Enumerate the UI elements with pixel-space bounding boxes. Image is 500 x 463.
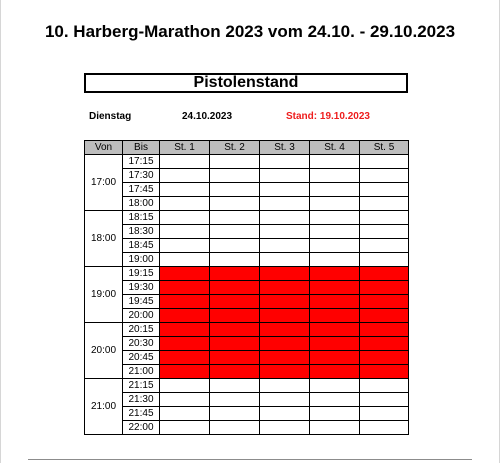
slot-stand-2[interactable] (210, 337, 260, 351)
slot-stand-3[interactable] (260, 337, 310, 351)
slot-stand-2[interactable] (210, 183, 260, 197)
table-row (85, 351, 409, 365)
slot-stand-1[interactable] (160, 169, 210, 183)
slot-stand-3[interactable] (260, 155, 310, 169)
slot-stand-2[interactable] (210, 239, 260, 253)
bis-time: 20:30 (123, 337, 160, 351)
bis-time: 17:15 (123, 155, 160, 169)
slot-stand-2[interactable] (210, 379, 260, 393)
slot-stand-1[interactable] (160, 379, 210, 393)
table-row (85, 169, 409, 183)
slot-stand-1[interactable] (160, 225, 210, 239)
table-row (85, 155, 409, 169)
table-row (85, 197, 409, 211)
table-row (85, 323, 409, 337)
slot-stand-5[interactable] (360, 211, 409, 225)
slot-stand-4[interactable] (310, 309, 360, 323)
bis-time: 20:00 (123, 309, 160, 323)
slot-stand-5[interactable] (360, 365, 409, 379)
schedule-table (84, 140, 409, 435)
slot-stand-5[interactable] (360, 239, 409, 253)
slot-stand-2[interactable] (210, 211, 260, 225)
slot-stand-1[interactable] (160, 211, 210, 225)
header-stand-5: St. 5 (360, 141, 409, 155)
slot-stand-4[interactable] (310, 281, 360, 295)
header-von: Von (85, 141, 123, 155)
schedule-body (85, 155, 409, 435)
slot-stand-1[interactable] (160, 323, 210, 337)
slot-stand-5[interactable] (360, 393, 409, 407)
slot-stand-5[interactable] (360, 337, 409, 351)
slot-stand-3[interactable] (260, 295, 310, 309)
bis-time: 21:30 (123, 393, 160, 407)
slot-stand-3[interactable] (260, 225, 310, 239)
slot-stand-1[interactable] (160, 183, 210, 197)
table-row (85, 281, 409, 295)
header-bis: Bis (123, 141, 160, 155)
slot-stand-4[interactable] (310, 169, 360, 183)
section-title-box: Pistolenstand (84, 73, 408, 93)
slot-stand-3[interactable] (260, 211, 310, 225)
slot-stand-2[interactable] (210, 351, 260, 365)
slot-stand-5[interactable] (360, 379, 409, 393)
slot-stand-5[interactable] (360, 421, 409, 435)
slot-stand-3[interactable] (260, 309, 310, 323)
table-header-row (85, 141, 409, 155)
slot-stand-5[interactable] (360, 351, 409, 365)
slot-stand-2[interactable] (210, 155, 260, 169)
slot-stand-4[interactable] (310, 183, 360, 197)
bis-time: 21:45 (123, 407, 160, 421)
table-row (85, 393, 409, 407)
slot-stand-1[interactable] (160, 239, 210, 253)
bis-time: 22:00 (123, 421, 160, 435)
slot-stand-1[interactable] (160, 421, 210, 435)
bis-time: 19:30 (123, 281, 160, 295)
slot-stand-3[interactable] (260, 267, 310, 281)
von-time: 21:00 (85, 379, 123, 435)
header-stand-2: St. 2 (210, 141, 260, 155)
von-time: 19:00 (85, 267, 123, 323)
slot-stand-4[interactable] (310, 211, 360, 225)
slot-stand-4[interactable] (310, 225, 360, 239)
slot-stand-5[interactable] (360, 295, 409, 309)
slot-stand-3[interactable] (260, 281, 310, 295)
slot-stand-2[interactable] (210, 393, 260, 407)
slot-stand-3[interactable] (260, 351, 310, 365)
slot-stand-1[interactable] (160, 337, 210, 351)
slot-stand-2[interactable] (210, 169, 260, 183)
bis-time: 19:45 (123, 295, 160, 309)
bis-time: 18:15 (123, 211, 160, 225)
table-row (85, 365, 409, 379)
slot-stand-5[interactable] (360, 407, 409, 421)
slot-stand-5[interactable] (360, 183, 409, 197)
slot-stand-2[interactable] (210, 365, 260, 379)
header-stand-3: St. 3 (260, 141, 310, 155)
table-row (85, 239, 409, 253)
table-row (85, 407, 409, 421)
bis-time: 19:15 (123, 267, 160, 281)
slot-stand-1[interactable] (160, 267, 210, 281)
slot-stand-1[interactable] (160, 393, 210, 407)
bis-time: 20:15 (123, 323, 160, 337)
slot-stand-4[interactable] (310, 253, 360, 267)
slot-stand-2[interactable] (210, 281, 260, 295)
slot-stand-1[interactable] (160, 407, 210, 421)
slot-stand-3[interactable] (260, 323, 310, 337)
slot-stand-3[interactable] (260, 197, 310, 211)
table-row (85, 253, 409, 267)
slot-stand-4[interactable] (310, 421, 360, 435)
slot-stand-1[interactable] (160, 197, 210, 211)
slot-stand-3[interactable] (260, 239, 310, 253)
table-row (85, 183, 409, 197)
header-stand-4: St. 4 (310, 141, 360, 155)
slot-stand-2[interactable] (210, 225, 260, 239)
slot-stand-4[interactable] (310, 267, 360, 281)
slot-stand-1[interactable] (160, 309, 210, 323)
slot-stand-3[interactable] (260, 365, 310, 379)
header-stand-1: St. 1 (160, 141, 210, 155)
slot-stand-4[interactable] (310, 295, 360, 309)
slot-stand-3[interactable] (260, 407, 310, 421)
table-row (85, 225, 409, 239)
bis-time: 17:30 (123, 169, 160, 183)
weekday-label: Dienstag (89, 111, 132, 122)
slot-stand-1[interactable] (160, 365, 210, 379)
slot-stand-4[interactable] (310, 393, 360, 407)
table-row (85, 211, 409, 225)
table-row (85, 421, 409, 435)
slot-stand-5[interactable] (360, 169, 409, 183)
bis-time: 19:00 (123, 253, 160, 267)
slot-stand-5[interactable] (360, 197, 409, 211)
stand-date-label: Stand: 19.10.2023 (286, 111, 370, 122)
slot-stand-2[interactable] (210, 421, 260, 435)
table-row (85, 267, 409, 281)
slot-stand-1[interactable] (160, 155, 210, 169)
slot-stand-4[interactable] (310, 351, 360, 365)
document-title: 10. Harberg-Marathon 2023 vom 24.10. - 29.10.2023 (44, 22, 456, 41)
slot-stand-4[interactable] (310, 323, 360, 337)
slot-stand-1[interactable] (160, 351, 210, 365)
slot-stand-5[interactable] (360, 225, 409, 239)
bis-time: 18:30 (123, 225, 160, 239)
slot-stand-4[interactable] (310, 197, 360, 211)
bis-time: 21:00 (123, 365, 160, 379)
slot-stand-2[interactable] (210, 309, 260, 323)
slot-stand-3[interactable] (260, 169, 310, 183)
von-time: 17:00 (85, 155, 123, 211)
slot-stand-3[interactable] (260, 183, 310, 197)
bis-time: 18:00 (123, 197, 160, 211)
slot-stand-1[interactable] (160, 281, 210, 295)
slot-stand-2[interactable] (210, 253, 260, 267)
table-row (85, 379, 409, 393)
slot-stand-2[interactable] (210, 197, 260, 211)
slot-stand-5[interactable] (360, 309, 409, 323)
slot-stand-1[interactable] (160, 295, 210, 309)
slot-stand-4[interactable] (310, 337, 360, 351)
bis-time: 20:45 (123, 351, 160, 365)
slot-stand-3[interactable] (260, 379, 310, 393)
von-time: 20:00 (85, 323, 123, 379)
slot-stand-4[interactable] (310, 407, 360, 421)
slot-stand-5[interactable] (360, 253, 409, 267)
slot-stand-2[interactable] (210, 323, 260, 337)
bis-time: 17:45 (123, 183, 160, 197)
bis-time: 18:45 (123, 239, 160, 253)
table-row (85, 295, 409, 309)
bottom-rule (28, 459, 472, 460)
bis-time: 21:15 (123, 379, 160, 393)
slot-stand-2[interactable] (210, 295, 260, 309)
slot-stand-3[interactable] (260, 253, 310, 267)
slot-stand-4[interactable] (310, 239, 360, 253)
slot-stand-4[interactable] (310, 365, 360, 379)
slot-stand-5[interactable] (360, 155, 409, 169)
slot-stand-1[interactable] (160, 253, 210, 267)
slot-stand-3[interactable] (260, 393, 310, 407)
page-edge-left (0, 0, 1, 463)
slot-stand-4[interactable] (310, 155, 360, 169)
table-row (85, 337, 409, 351)
date-label: 24.10.2023 (182, 111, 233, 122)
slot-stand-2[interactable] (210, 407, 260, 421)
slot-stand-4[interactable] (310, 379, 360, 393)
slot-stand-5[interactable] (360, 267, 409, 281)
slot-stand-5[interactable] (360, 323, 409, 337)
table-row (85, 309, 409, 323)
slot-stand-2[interactable] (210, 267, 260, 281)
von-time: 18:00 (85, 211, 123, 267)
slot-stand-5[interactable] (360, 281, 409, 295)
slot-stand-3[interactable] (260, 421, 310, 435)
